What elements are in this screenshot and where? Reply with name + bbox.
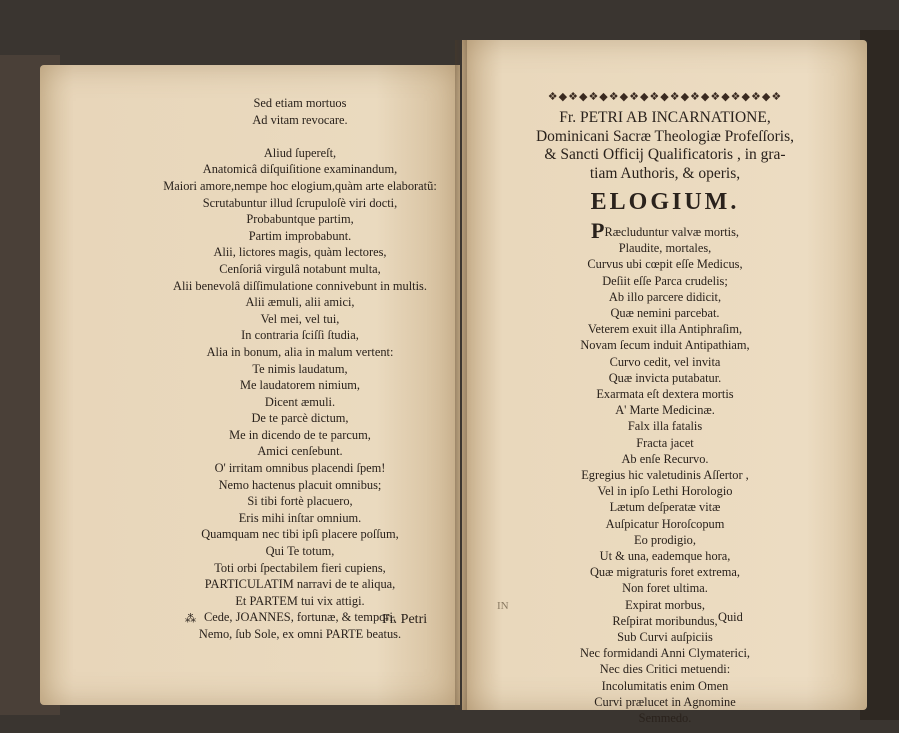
- verse-line: Probabuntque partim,: [246, 212, 354, 227]
- verse-line: In contraria ſciſſi ſtudia,: [241, 328, 359, 343]
- elogium-verse: [480, 218, 850, 726]
- verse-line: Partim improbabunt.: [248, 228, 352, 243]
- verse-line: Alii æmuli, alii amici,: [245, 295, 355, 310]
- heading-line: Fr. PETRI AB INCARNATIONE,: [559, 109, 771, 126]
- verse-line: Non foret ultima.: [622, 581, 708, 596]
- verse-line: Anatomicâ diſquiſitione examinandum,: [202, 162, 398, 177]
- verse-line: Plaudite, mortales,: [618, 241, 712, 256]
- verse-line: De te parcè dictum,: [251, 411, 349, 426]
- verse-line: Curvus ubi cœpit eſſe Medicus,: [587, 257, 743, 272]
- verse-line: Semmedo.: [638, 711, 692, 726]
- verse-line: Cede, JOANNES, fortunæ, & tempori,: [203, 610, 397, 625]
- verse-line-text: Ræcluduntur valvæ mortis,: [604, 225, 740, 239]
- verse-line: Scrutabuntur illud ſcrupuloſè viri docti,: [202, 195, 398, 210]
- verse-line: Nec formidandi Anni Clymaterici,: [580, 646, 750, 661]
- verse-line: Sed etiam mortuos: [253, 96, 347, 110]
- verse-line: Nemo, ſub Sole, ex omni PARTE beatus.: [198, 627, 402, 641]
- verse-line: Ab enſe Recurvo.: [621, 451, 709, 466]
- verse-line: PARTICULATIM narravi de te aliqua,: [204, 577, 396, 592]
- verse-line: Alii, lictores magis, quàm lectores,: [213, 245, 387, 260]
- verse-line: [480, 218, 850, 243]
- heading-line: Dominicani Sacræ Theologiæ Profeſſoris,: [535, 127, 794, 145]
- left-page-text: [150, 95, 450, 643]
- verse-line: Deſiit eſſe Parca crudelis;: [602, 273, 728, 288]
- verse-line: Aliud ſupereſt,: [263, 145, 337, 160]
- right-catchword: Quid: [718, 610, 743, 624]
- verse-line: Maiori amore,nempe hoc elogium,quàm arte elaboratũ:: [163, 178, 437, 193]
- verse-line: Te nimis laudatum,: [252, 361, 348, 376]
- verse-line: Amici cenſebunt.: [257, 444, 343, 459]
- verse-line: Lætum deſperatæ vitæ: [609, 500, 721, 515]
- verse-line: Toti orbi ſpectabilem fieri cupiens,: [214, 560, 386, 575]
- heading-line: tiam Authoris, & operis,: [589, 164, 741, 182]
- header-ornament: ❖◆❖◆❖◆❖◆❖◆❖◆❖◆❖◆❖◆❖◆❖◆❖: [547, 91, 783, 103]
- verse-line: [150, 128, 450, 145]
- verse-line: Veterem exuit illa Antiphraſim,: [587, 322, 743, 337]
- verse-line: Fracta jacet: [636, 435, 694, 450]
- elogium-title: ELOGIUM.: [590, 189, 740, 215]
- verse-line: Si tibi fortè placuero,: [247, 494, 353, 509]
- book-gutter: [455, 40, 467, 710]
- verse-line: Quæ migraturis foret extrema,: [589, 565, 741, 580]
- verse-line: Reſpirat moribundus,: [612, 613, 718, 628]
- verse-line: Alia in bonum, alia in malum vertent:: [206, 344, 394, 359]
- verse-line: Alii benevolâ diſſimulatione connivebunt in multis.: [173, 278, 427, 293]
- verse-line: Curvi prælucet in Agnomine: [594, 694, 736, 709]
- verse-line: Vel in ipſo Lethi Horologio: [597, 484, 733, 499]
- show-through-text: IN: [497, 600, 509, 612]
- verse-line: Novam ſecum induit Antipathiam,: [580, 338, 750, 353]
- elogium-heading: [480, 109, 850, 183]
- verse-line: Nec dies Critici metuendi:: [599, 662, 731, 677]
- verse-line: Qui Te totum,: [265, 544, 335, 559]
- verse-line: Me in dicendo de te parcum,: [229, 427, 371, 442]
- right-page-text: [480, 90, 850, 726]
- verse-line: Me laudatorem nimium,: [239, 378, 361, 393]
- verse-line: Ad vitam revocare.: [252, 112, 348, 127]
- verse-line: Exarmata eſt dextera mortis: [596, 387, 734, 402]
- verse-line: Dicent æmuli.: [264, 394, 336, 409]
- verse-line: Quæ invicta putabatur.: [608, 370, 722, 385]
- verse-line: Nemo hactenus placuit omnibus;: [218, 477, 382, 492]
- verse-line: Falx illa fatalis: [627, 419, 703, 434]
- verse-line: A' Marte Medicinæ.: [615, 403, 715, 418]
- signature-mark: ⁂: [185, 613, 196, 625]
- verse-line: Curvo cedit, vel invita: [609, 354, 721, 369]
- verse-line: Auſpicatur Horoſcopum: [605, 516, 725, 531]
- verse-line: Quamquam nec tibi ipſi placere poſſum,: [201, 527, 399, 542]
- verse-line: Incolumitatis enim Omen: [601, 678, 729, 693]
- verse-line: Eris mihi inſtar omnium.: [238, 510, 362, 525]
- verse-line: Egregius hic valetudinis Aſſertor ,: [581, 468, 749, 483]
- left-catchword: Fr. Petri: [382, 612, 428, 627]
- verse-line: Expirat morbus,: [625, 597, 705, 612]
- verse-line: Vel mei, vel tui,: [260, 311, 340, 326]
- verse-line: Et PARTEM tui vix attigi.: [235, 593, 365, 608]
- drop-cap: P: [590, 218, 605, 243]
- verse-line: Cenſoriâ virgulâ notabunt multa,: [219, 261, 381, 276]
- verse-line: O' irritam omnibus placendi ſpem!: [214, 461, 386, 476]
- verse-line: Sub Curvi auſpiciis: [617, 630, 713, 645]
- heading-line: & Sancti Officij Qualificatoris , in gra-: [544, 146, 786, 163]
- verse-line: Eo prodigio,: [634, 532, 696, 547]
- verse-line: Ab illo parcere didicit,: [608, 289, 722, 304]
- verse-line: Ut & una, eademque hora,: [599, 549, 731, 564]
- verse-line: Quæ nemini parcebat.: [610, 306, 720, 321]
